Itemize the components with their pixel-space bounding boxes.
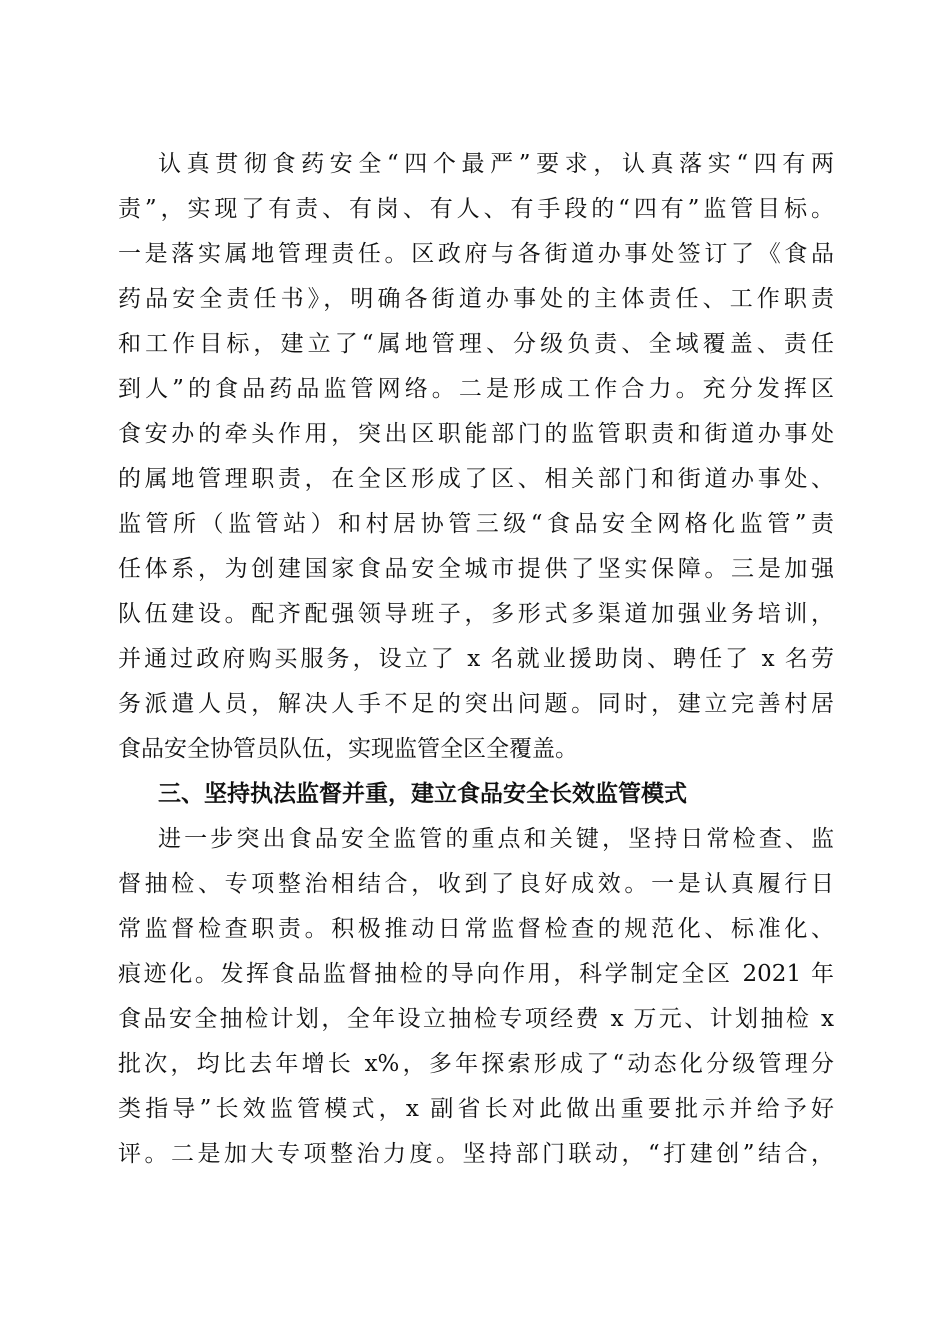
text-line: 队伍建设。配齐配强领导班子，多形式多渠道加强业务培训， <box>118 601 834 627</box>
text-line: 批次，均比去年增长 x%，多年探索形成了“动态化分级管理分 <box>118 1051 834 1077</box>
text-line: 到人”的食品药品监管网络。二是形成工作合力。充分发挥区 <box>118 376 834 402</box>
text-line: 药品安全责任书》，明确各街道办事处的主体责任、工作职责 <box>118 286 834 312</box>
document-page <box>118 142 834 1177</box>
text-line: 监管所（监管站）和村居协管三级“食品安全网格化监管”责 <box>118 511 834 537</box>
text-line: 责”，实现了有责、有岗、有人、有手段的“四有”监管目标。 <box>118 196 834 222</box>
text-line: 食品安全抽检计划，全年设立抽检专项经费 x 万元、计划抽检 x <box>118 1006 834 1032</box>
text-line: 类指导”长效监管模式，x 副省长对此做出重要批示并给予好 <box>118 1096 834 1122</box>
text-line: 的属地管理职责，在全区形成了区、相关部门和街道办事处、 <box>118 466 834 492</box>
text-line: 务派遣人员，解决人手不足的突出问题。同时，建立完善村居 <box>118 691 834 717</box>
text-line: 食品安全协管员队伍，实现监管全区全覆盖。 <box>118 736 578 762</box>
text-line: 和工作目标，建立了“属地管理、分级负责、全域覆盖、责任 <box>118 331 834 357</box>
text-line: 一是落实属地管理责任。区政府与各街道办事处签订了《食品 <box>118 241 834 267</box>
paragraph-enforcement <box>118 817 834 1177</box>
text-line: 认真贯彻食药安全“四个最严”要求，认真落实“四有两 <box>158 151 834 177</box>
section-heading: 三、坚持执法监督并重，建立食品安全长效监管模式 <box>158 781 687 807</box>
text-line: 食安办的牵头作用，突出区职能部门的监管职责和街道办事处 <box>118 421 834 447</box>
paragraph-responsibility <box>118 142 834 772</box>
text-line: 并通过政府购买服务，设立了 x 名就业援助岗、聘任了 x 名劳 <box>118 646 834 672</box>
text-line: 常监督检查职责。积极推动日常监督检查的规范化、标准化、 <box>118 916 834 942</box>
text-line: 进一步突出食品安全监管的重点和关键，坚持日常检查、监 <box>158 826 834 852</box>
text-line: 评。二是加大专项整治力度。坚持部门联动，“打建创”结合， <box>118 1141 834 1167</box>
text-line: 督抽检、专项整治相结合，收到了良好成效。一是认真履行日 <box>118 871 834 897</box>
text-line: 痕迹化。发挥食品监督抽检的导向作用，科学制定全区 2021 年 <box>118 961 834 987</box>
text-line: 任体系，为创建国家食品安全城市提供了坚实保障。三是加强 <box>118 556 834 582</box>
